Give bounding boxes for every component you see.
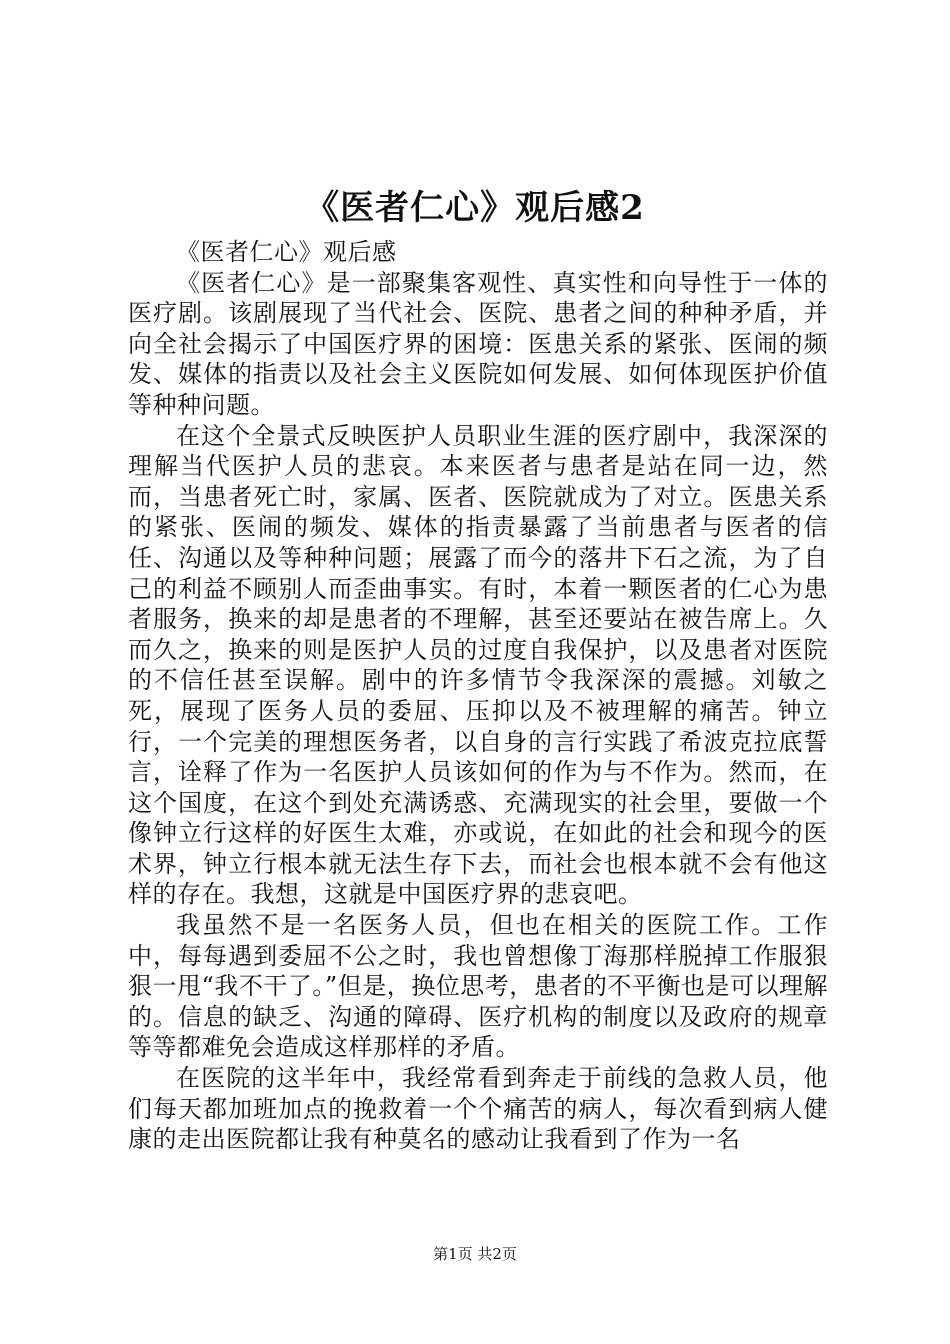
document-title: 《医者仁心》观后感2 — [305, 188, 645, 228]
paragraph: 我虽然不是一名医务人员，但也在相关的医院工作。工作中，每每遇到委屈不公之时，我也曾想像丁海那样脱掉工作服狠狠一甩“我不干了。”但是，换位思考，患者的不平衡也是可以理解的。信息的缺乏、沟通的障碍、医疗机构的制度以及政府的规章等等都难免会造成这样那样的矛盾。 — [128, 911, 828, 1062]
paragraph: 《医者仁心》是一部聚集客观性、真实性和向导性于一体的医疗剧。该剧展现了当代社会、医院、患者之间的种种矛盾，并向全社会揭示了中国医疗界的困境：医患关系的紧张、医闹的频发、媒体的指责以及社会主义医院如何发展、如何体现医护价值等种种问题。 — [128, 268, 828, 419]
paragraph-subtitle: 《医者仁心》观后感 — [176, 238, 397, 266]
paragraph: 在医院的这半年中，我经常看到奔走于前线的急救人员，他们每天都加班加点的挽救着一个个痛苦的病人，每次看到病人健康的走出医院都让我有种莫名的感动让我看到了作为一名 — [128, 1064, 828, 1154]
page-footer: 第1页 共2页 — [433, 1245, 517, 1263]
paragraph: 在这个全景式反映医护人员职业生涯的医疗剧中，我深深的理解当代医护人员的悲哀。本来医者与患者是站在同一边，然而，当患者死亡时，家属、医者、医院就成为了对立。医患关系的紧张、医闹的频发、媒体的指责暴露了当前患者与医者的信任、沟通以及等种种问题；展露了而今的落井下石之流，为了自己的利益不顾别人而歪曲事实。有时，本着一颗医者的仁心为患者服务，换来的却是患者的不理解，甚至还要站在被告席上。久而久之，换来的则是医护人员的过度自我保护，以及患者对医院的不信任甚至误解。剧中的许多情节令我深深的震撼。刘敏之死，展现了医务人员的委屈、压抑以及不被理解的痛苦。钟立行，一个完美的理想医务者，以自身的言行实践了希波克拉底誓言，诠释了作为一名医护人员该如何的作为与不作为。然而，在这个国度，在这个到处充满诱惑、充满现实的社会里，要做一个像钟立行这样的好医生太难，亦或说，在如此的社会和现今的医术界，钟立行根本就无法生存下去，而社会也根本就不会有他这样的存在。我想，这就是中国医疗界的悲哀吧。 — [128, 421, 828, 909]
document-body — [128, 237, 828, 1155]
